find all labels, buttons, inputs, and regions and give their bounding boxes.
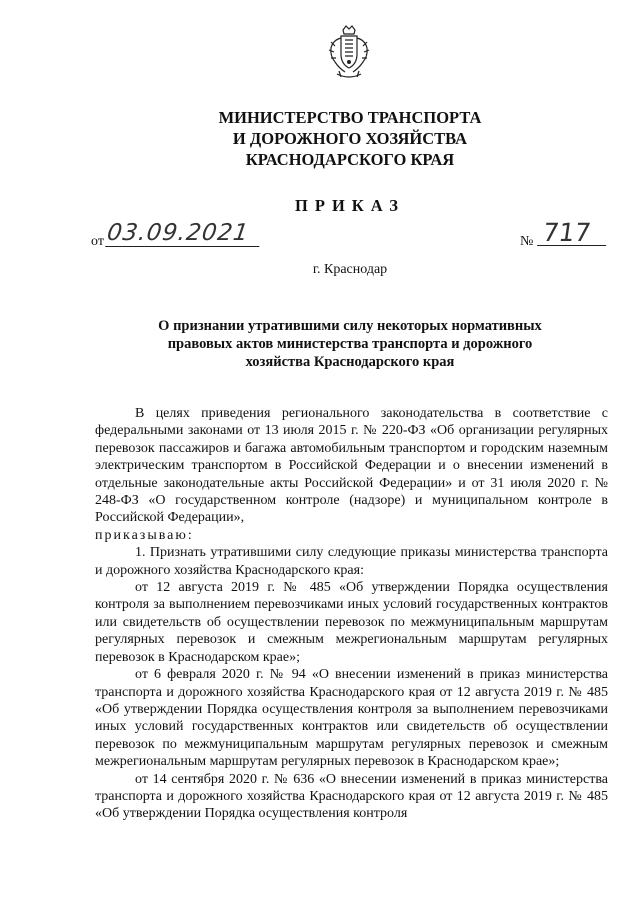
ministry-name	[200, 107, 500, 170]
document-body	[95, 405, 608, 823]
coat-of-arms-icon	[327, 24, 371, 80]
subject-line: О признании утратившими силу некоторых нормативных	[158, 318, 542, 334]
body-paragraph: от 6 февраля 2020 г. № 94 «О внесении изменений в приказ министерства транспорта и дорожного хозяйства Краснодарского края от 12 августа 2019 г. № 485 «Об утверждении Порядка осуществления контроля за выполнением перевозчиками иных условий государственных контрактов или свидетельств об осуществлении перевозок по межмуниципальным маршрутам регулярных перевозок и смежным межрегиональным маршрутам регулярных перевозок в Краснодарском крае»;	[95, 667, 608, 770]
subject-line: правовых актов министерства транспорта и дорожного	[167, 336, 533, 352]
body-paragraph: от 12 августа 2019 г. № 485 «Об утверждении Порядка осуществления контроля за выполнением перевозчиками иных условий государственных контрактов или свидетельств об осуществлении перевозок по межмуниципальным маршрутам регулярных перевозок и смежным межрегиональным маршрутам регулярных перевозок в Краснодарском крае»;	[95, 580, 608, 665]
number-prefix: №	[520, 234, 534, 249]
order-date: 03.09.2021	[105, 222, 263, 247]
ministry-line: КРАСНОДАРСКОГО КРАЯ	[245, 150, 455, 169]
body-paragraph: от 14 сентября 2020 г. № 636 «О внесении изменений в приказ министерства транспорта и дорожного хозяйства Краснодарского края от 12 августа 2019 г. № 485 «Об утверждении Порядка осуществления контроля	[95, 771, 608, 822]
city-line: г. Краснодар	[312, 262, 388, 277]
ministry-line: МИНИСТЕРСТВО ТРАНСПОРТА	[218, 108, 482, 127]
date-prefix: от	[91, 234, 104, 249]
body-paragraph: В целях приведения регионального законодательства в соответствие с федеральными законами от 13 июля 2015 г. № 220-ФЗ «Об организации регулярных перевозок пассажиров и багажа автомобильным транспортом и городским наземным электрическим транспортом в Российской Федерации и о внесении изменений в отдельные законодательные акты Российской Федерации» и от 31 июля 2020 г. № 248-ФЗ «О государственном контроле (надзоре) и муниципальном контроле в Российской Федерации»,	[95, 406, 608, 526]
body-paragraph	[95, 527, 608, 544]
subject-line: хозяйства Краснодарского края	[245, 354, 455, 370]
ministry-line: И ДОРОЖНОГО ХОЗЯЙСТВА	[232, 129, 468, 148]
document-type-title: ПРИКАЗ	[295, 196, 405, 215]
order-subject	[140, 317, 560, 371]
body-paragraph: 1. Признать утратившими силу следующие приказы министерства транспорта и дорожного хозяйства Краснодарского края:	[95, 545, 608, 578]
order-number: 717	[537, 218, 610, 246]
order-word: приказываю:	[95, 527, 194, 543]
